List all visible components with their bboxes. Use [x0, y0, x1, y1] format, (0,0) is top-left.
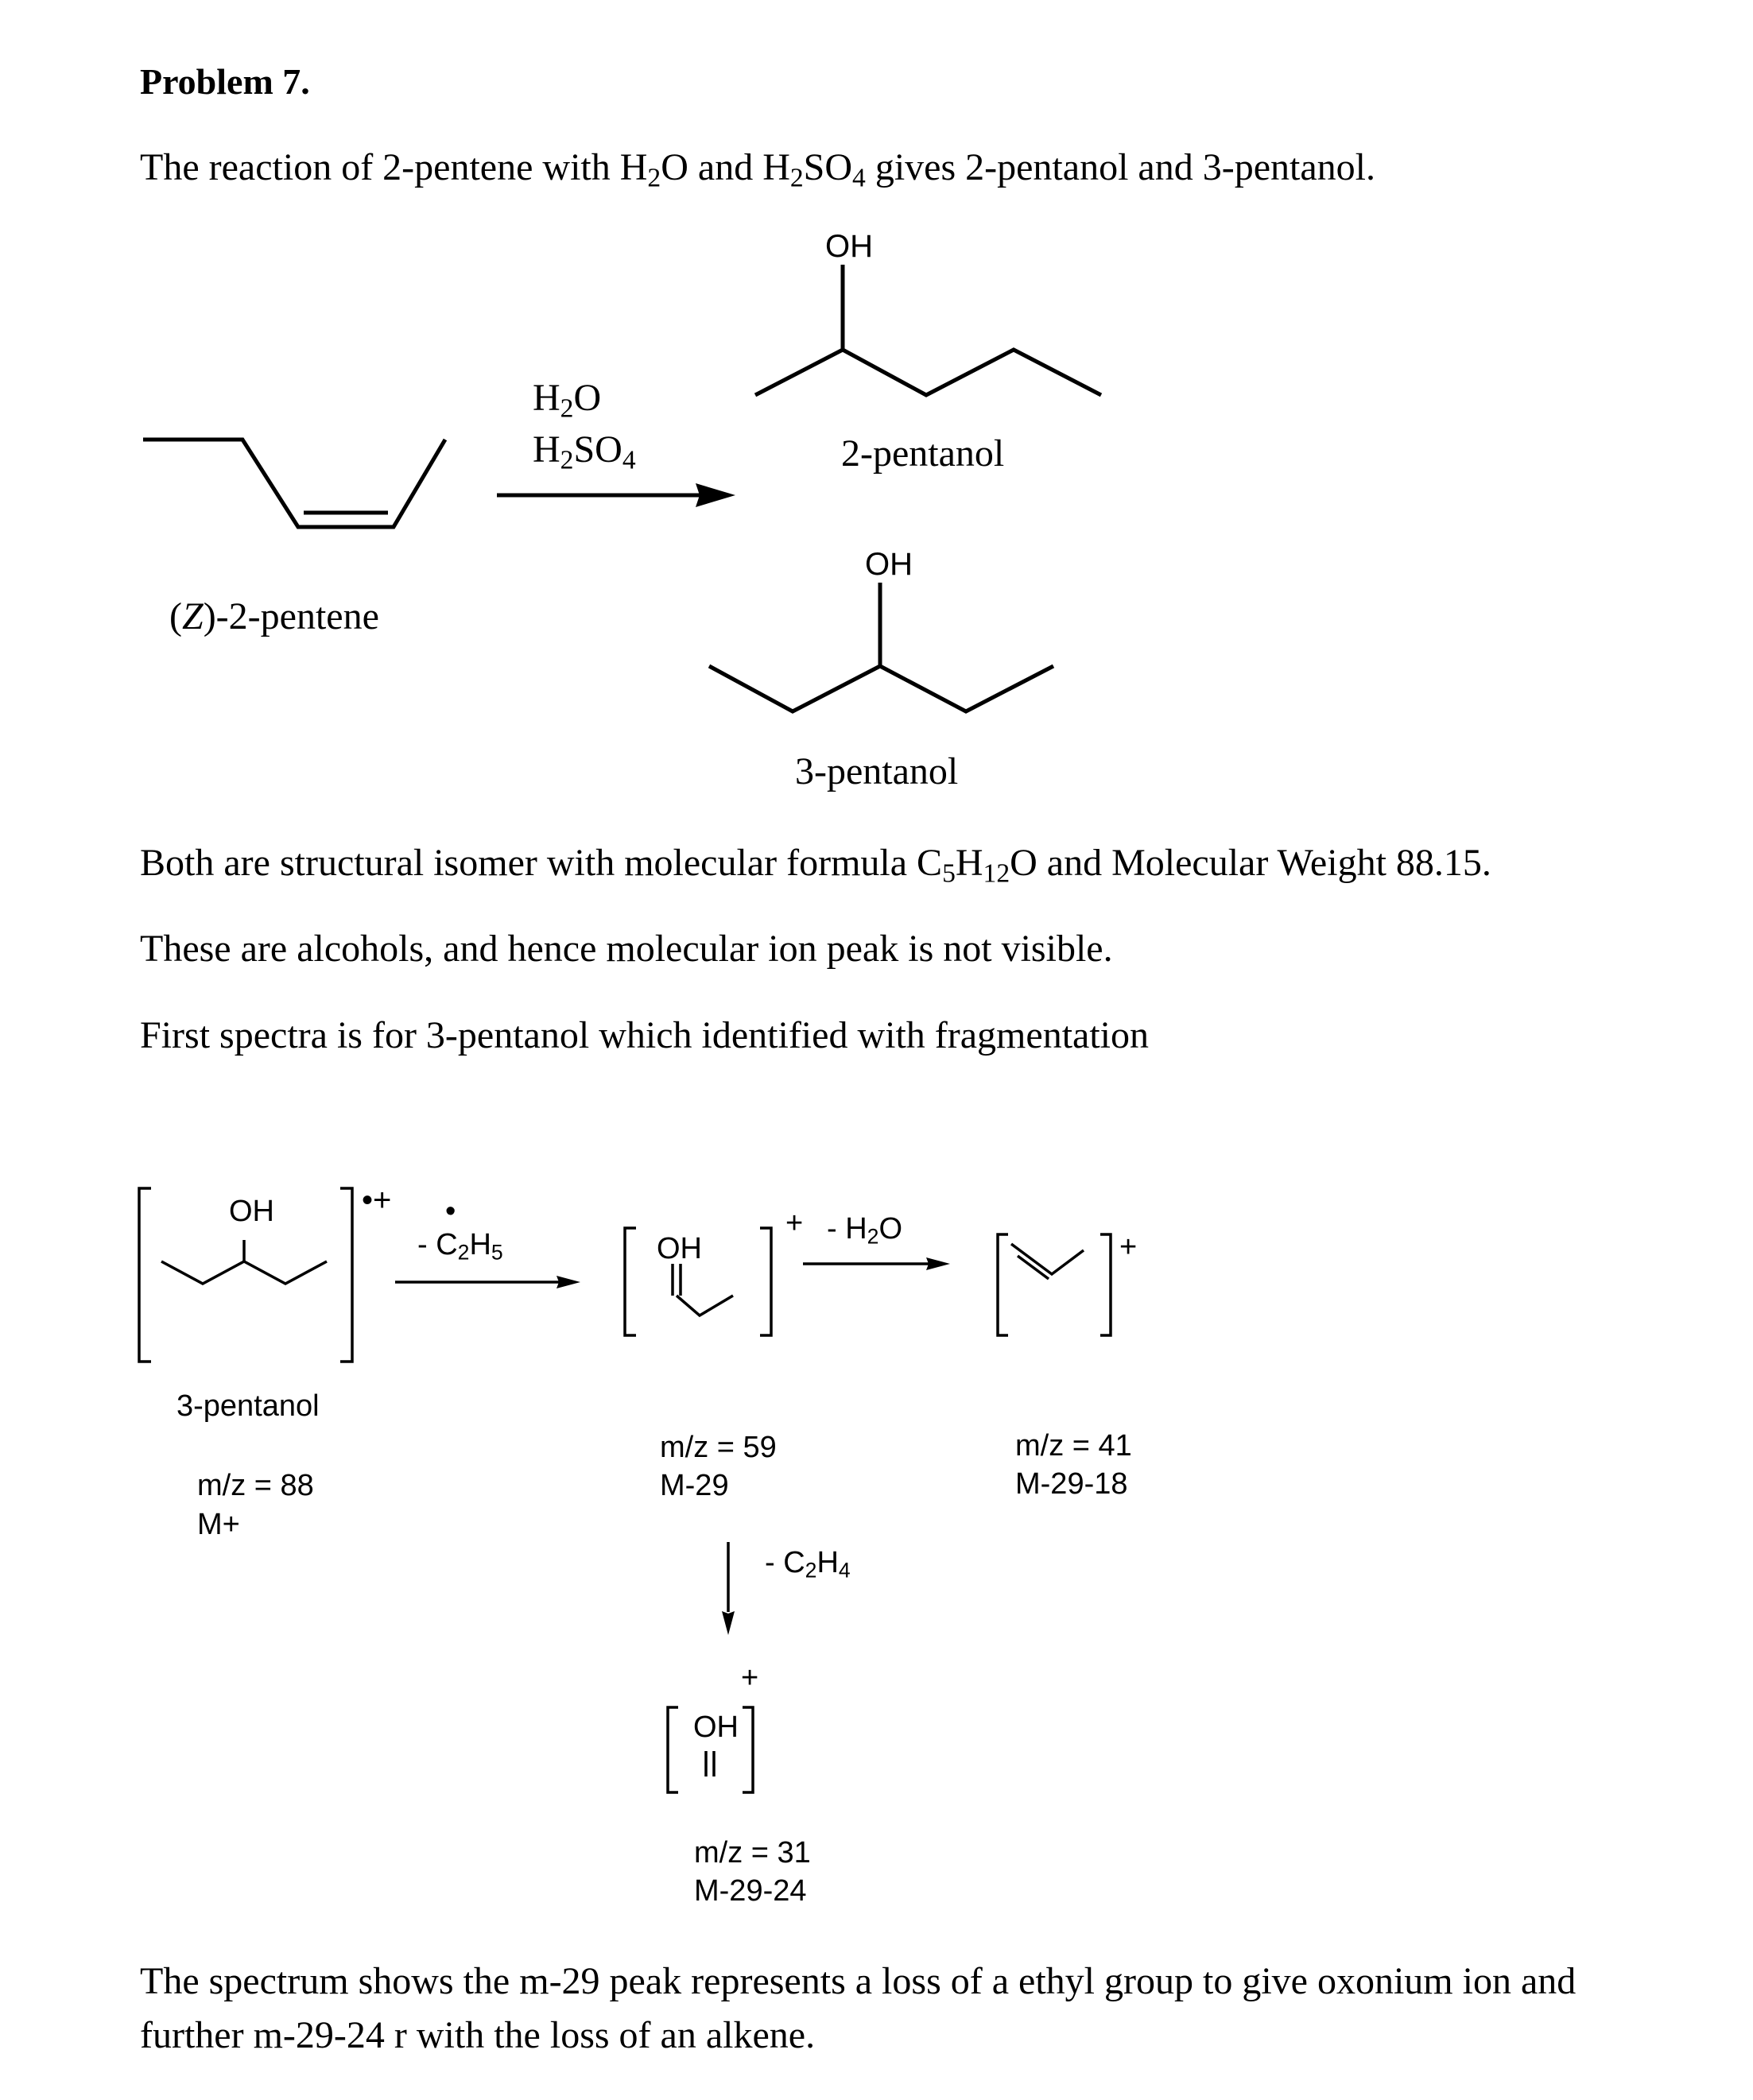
first-spectra-text: First spectra is for 3-pentanol which identified with fragmentation	[140, 1014, 1149, 1056]
m4-bracket-right	[743, 1707, 753, 1792]
arrow-1-head	[557, 1276, 580, 1288]
pentanol3-skeleton	[709, 666, 1053, 711]
m4-ion: M-29-24	[694, 1874, 807, 1908]
m1-ion: M+	[197, 1508, 240, 1541]
m4-bracket-left	[668, 1707, 678, 1792]
alcohols-text: These are alcohols, and hence molecular ion peak is not visible.	[140, 928, 1113, 970]
step2-label: - $H_2O$	[827, 1212, 903, 1249]
arrow-2-head	[926, 1257, 950, 1270]
m3-bracket-right	[1100, 1234, 1111, 1335]
step1-radical: •	[445, 1195, 456, 1228]
m1-name: 3-pentanol	[176, 1389, 320, 1423]
m1-mz: m/z = 88	[197, 1469, 314, 1502]
reagent-water: $H_2O$	[533, 377, 602, 424]
m2-ion: M-29	[660, 1469, 729, 1502]
m3-ion: M-29-18	[1015, 1467, 1128, 1501]
reaction-arrow-head	[696, 483, 735, 507]
step3-label: - $C_2H_4$	[765, 1546, 851, 1583]
pentanol2-skeleton	[755, 350, 1101, 395]
m2-charge: +	[785, 1207, 804, 1240]
m1-skeleton	[161, 1261, 327, 1284]
m2-mz: m/z = 59	[660, 1431, 777, 1464]
m1-bracket-right	[340, 1188, 352, 1362]
m2-oh: OH	[657, 1232, 702, 1265]
m3-bracket-left	[998, 1234, 1008, 1335]
reactant-label: (Z)-2-pentene	[169, 595, 379, 637]
conclusion-line-1: The spectrum shows the m-29 peak represents a loss of a ethyl group to give oxonium ion and	[140, 1960, 1577, 2002]
m3-charge: +	[1119, 1230, 1138, 1264]
problem-title: Problem 7.	[140, 61, 310, 102]
m4-mz: m/z = 31	[694, 1836, 811, 1869]
product2-oh: OH	[865, 547, 913, 582]
m3-mz: m/z = 41	[1015, 1429, 1132, 1463]
arrow-3-head	[722, 1611, 735, 1635]
product1-oh: OH	[825, 229, 873, 264]
m1-oh: OH	[229, 1195, 274, 1228]
step1-label: - $C_2H_5$	[417, 1228, 503, 1265]
product1-label: 2-pentanol	[841, 432, 1005, 475]
m1-bracket-left	[139, 1188, 151, 1362]
reagent-sulfuric-acid: $H_2SO_4$	[533, 428, 636, 475]
m4-oh: OH	[693, 1711, 739, 1744]
m2-bracket-right	[760, 1228, 771, 1335]
pentene-skeleton	[143, 440, 445, 527]
m4-charge: +	[741, 1661, 759, 1695]
conclusion-line-2: further m-29-24 r with the loss of an alkene.	[140, 2014, 816, 2056]
product2-label: 3-pentanol	[795, 750, 959, 792]
m2-bracket-left	[625, 1228, 636, 1335]
intro-text: The reaction of 2-pentene with $H_2O$ and $H_2SO_4$ gives 2-pentanol and 3-pentanol.	[140, 146, 1375, 193]
isomer-text: Both are structural isomer with molecular formula $C_5H_{12}O$ and Molecular Weight 88.15.	[140, 842, 1491, 889]
m2-skeleton	[677, 1296, 733, 1315]
m1-charge: •+	[362, 1183, 392, 1218]
